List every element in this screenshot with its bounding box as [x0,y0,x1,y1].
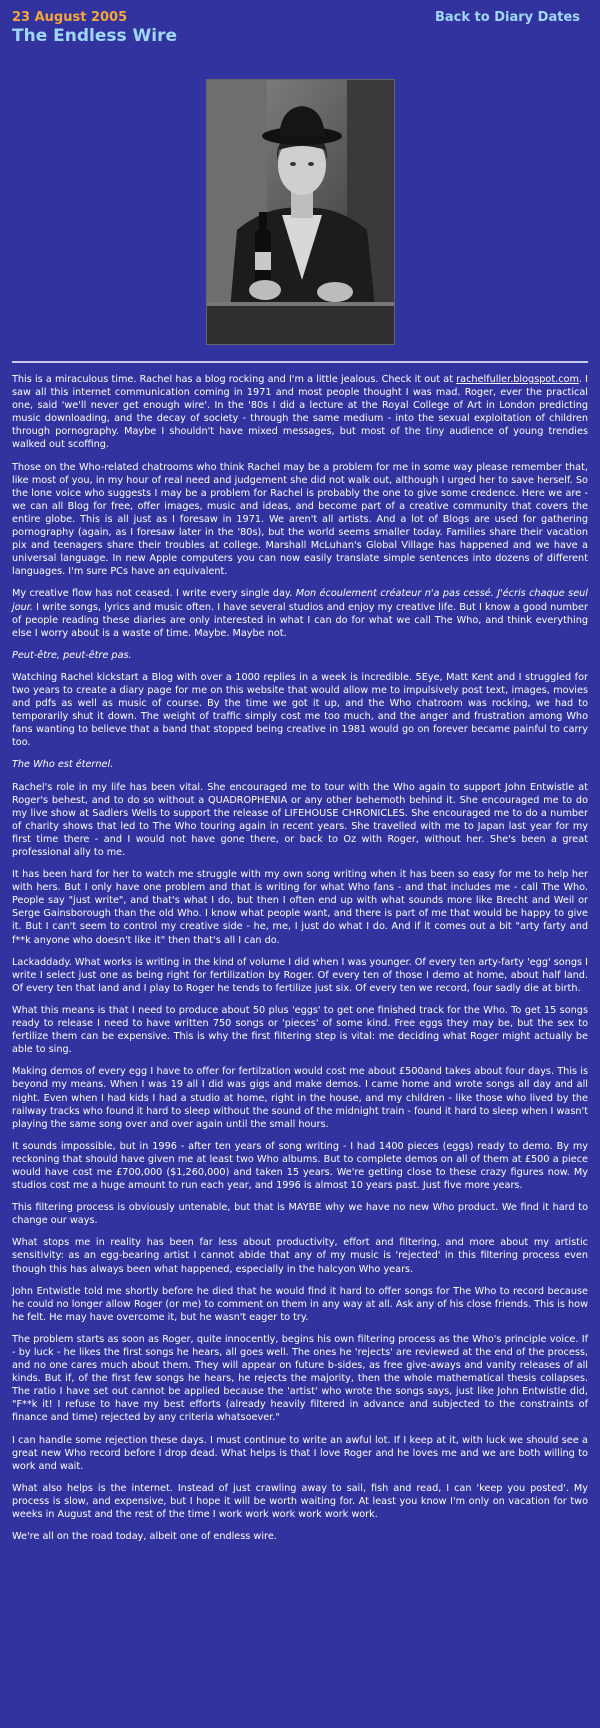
paragraph-4: Peut-être, peut-être pas. [12,649,132,661]
page-header [0,0,600,60]
paragraph-14: What stops me in reality has been far less about productivity, effort and filtering, and more about my artistic sensitivity: as an egg-bearing artist I cannot abide that any of my music is 'rejected' in this filtering process even though this has always been what happened, especially in the halcyon Who years. [12,1237,588,1275]
paragraph-6: The Who est éternel. [12,759,114,771]
paragraph-19: We're all on the road today, albeit one of endless wire. [12,1531,277,1543]
paragraph-12: It sounds impossible, but in 1996 - after ten years of song writing - I had 1400 pieces (eggs) ready to demo. By my reckoning that should have given me at least two Who albums. But to complete demos on all of them at £500 a piece would have cost me £700,000 ($1,260,000) and taken 15 years. We're getting close to these crazy figures now. My studios cost me a huge amount to run each year, and 1996 is almost 10 years past. Just five more years. [12,1140,588,1192]
diary-date: 23 August 2005 [12,10,128,25]
paragraph-11: Making demos of every egg I have to offer for fertilzation would cost me about £500and takes about four days. This is beyond my means. When I was 19 all I did was gigs and make demos. I came home and wrote songs all day and all night. Even when I had kids I had a studio at home, right in the house, and my children - like those who lived by the railway tracks who found it hard to sleep without the sound of the midnight train - found it hard to sleep when I wasn't playing the same song over and over again until the small hours. [12,1066,588,1130]
paragraph-8: It has been hard for her to watch me struggle with my own song writing when it has been so easy for me to help her with hers. But I only have one problem and that is writing for what Who fans - and that includes me - call The Who. People say "just write", and that's what I do, but then I often end up with what sounds more like Brecht and Weil or Serge Gainsborough than the old Who. I know what people want, and there is part of me that would be happy to give it. But I can't seem to control my creative side - he, me, I just do what I do. And if it comes out a bit "arty farty and f**k anyone who doesn't like it" then that's all I can do. [12,869,588,946]
portrait-photo-icon [207,80,394,344]
paragraph-13: This filtering process is obviously untenable, but that is MAYBE why we have no new Who product. We find it hard to change our ways. [12,1202,588,1227]
back-to-diary-dates-link[interactable]: Back to Diary Dates [435,10,580,25]
paragraph-10: What this means is that I need to produce about 50 plus 'eggs' to get one finished track for the Who. To get 15 songs ready to release I need to have written 750 songs or 'pieces' of some kind. Free eggs they may be, but the sex to fertilize them can be expensive. This is why the first filtering step is vital: me deciding what Roger might actually be able to sing. [12,1004,588,1056]
diary-entry [12,373,588,1552]
paragraph-15: John Entwistle told me shortly before he died that he would find it hard to offer songs for The Who to record because he could no longer allow Roger (or me) to comment on them in any way at all. Ask any of his close friends. This is how he felt. He may have overcome it, but he wasn't eager to try. [12,1285,588,1323]
paragraph-16: The problem starts as soon as Roger, quite innocently, begins his own filtering process as the Who's principle voice. If - by luck - he likes the first songs he hears, all goes well. The ones he 'rejects' are reviewed at the end of the process, and no one cares much about them. They will appear on future b-sides, as free give-aways and vanity releases of all kinds. But if, of the first few songs he hears, he rejects the majority, then the whole mathematical thesis collapses. The ratio I have set out cannot be applied because the 'artist' who wrote the songs says, just like John Entwistle did, "F**k it! I refuse to have my best efforts (already heavily filtered in advance and subjected to the constraints of finance and time) rejected by any criteria whatsoever." [12,1333,588,1424]
paragraph-2: Those on the Who-related chatrooms who think Rachel may be a problem for me in some way please remember that, like most of you, in my hour of real need and judgement she did not walk out, although I urged her to save herself. So the lone voice who suggests I may be a problem for Rachel is probably the one to give some credence. Here we are - we can all Blog for free, offer images, music and ideas, and become part of a creative community that covers the entire globe. This is all just as I foresaw in 1971. We aren't all artists. And a lot of Blogs are used for gathering pornography (again, as I foresaw later in the '80s), but the world seems smaller today. Families share their vacation pix and teenagers share their troubles at college. Marshall McLuhan's Global Village has happened and we have a universal language. In new Apple computers you can now easily translate simple sentences into dozens of different languages. I'm sure PCs have an equivalent. [12,461,588,578]
paragraph-7: Rachel's role in my life has been vital. She encouraged me to tour with the Who again to support John Entwistle at Roger's behest, and to do so without a QUADROPHENIA or any other behemoth behind it. She encouraged me to do my live show at Sadlers Wells to support the release of LIFEHOUSE CHRONICLES. She encouraged me to do a number of charity shows that led to The Who touring again in recent years. She travelled with me to Japan last year for my first time there - and I would not have gone there, or back to Oz with Roger, without her. She's been a great professional ally to me. [12,781,588,858]
page-title: The Endless Wire [12,26,178,46]
portrait-photo [206,79,395,345]
paragraph-9: Lackaddady. What works is writing in the kind of volume I did when I was younger. Of every ten arty-farty 'egg' songs I write I select just one as being right for fertilization by Roger. Of every ten of those I demo at home, about half land. Of every ten that land and I play to Roger he tends to fertilize just six. Of every ten we record, four sadly die at birth. [12,956,588,994]
paragraph-18: What also helps is the internet. Instead of just crawling away to sail, fish and read, I can 'keep you posted'. My process is slow, and expensive, but I hope it will be worth waiting for. At least you know I'm only on vacation for two weeks in August and the rest of the time I work work work work work work. [12,1482,588,1521]
divider [12,361,588,363]
rachel-fuller-blog-link[interactable]: rachelfuller.blogspot.com [456,374,579,385]
paragraph-1: This is a miraculous time. Rachel has a blog rocking and I'm a little jealous. Check it out at rachelfuller.blogspot.com. I saw all this internet communication coming in 1971 and most people thought I was mad. Roger, ever the practical one, said 'we'll never get enough wire'. In the '80s I did a lecture at the Royal College of Art in London predicting music downloading, and the decay of society - through the same medium - into the sexual exploitation of children through pornography. Maybe I shouldn't have mixed messages, but most of the tiny audience of young trendies walked out scoffing. [12,374,588,451]
paragraph-17: I can handle some rejection these days. I must continue to write an awful lot. If I keep at it, with luck we should see a great new Who record before I drop dead. What helps is that I love Roger and he loves me and we are both willing to work and wait. [12,1434,588,1472]
paragraph-3: My creative flow has not ceased. I write every single day. Mon écoulement créateur n'a pas cessé. J'écris chaque seul jour. I write songs, lyrics and music often. I have several studios and enjoy my creative life. But I know a good number of people reading these diaries are only interested in what I can do for what we call The Who, and think everything else I worry about is a waste of time. Maybe. Maybe not. [12,588,588,639]
paragraph-5: Watching Rachel kickstart a Blog with over a 1000 replies in a week is incredible. 5Eye, Matt Kent and I struggled for two years to create a diary page for me on this website that would allow me to impulsively post text, images, movies and pdfs as well as music of course. By the time we got it up, and the Who chatroom was rocking, we had to temporarily shut it down. The weight of traffic simply cost me too much, and the anger and frustration among Who fans wanting to believe that a band that stopped being creative in 1981 would go on forever became painful to carry too. [12,671,588,749]
